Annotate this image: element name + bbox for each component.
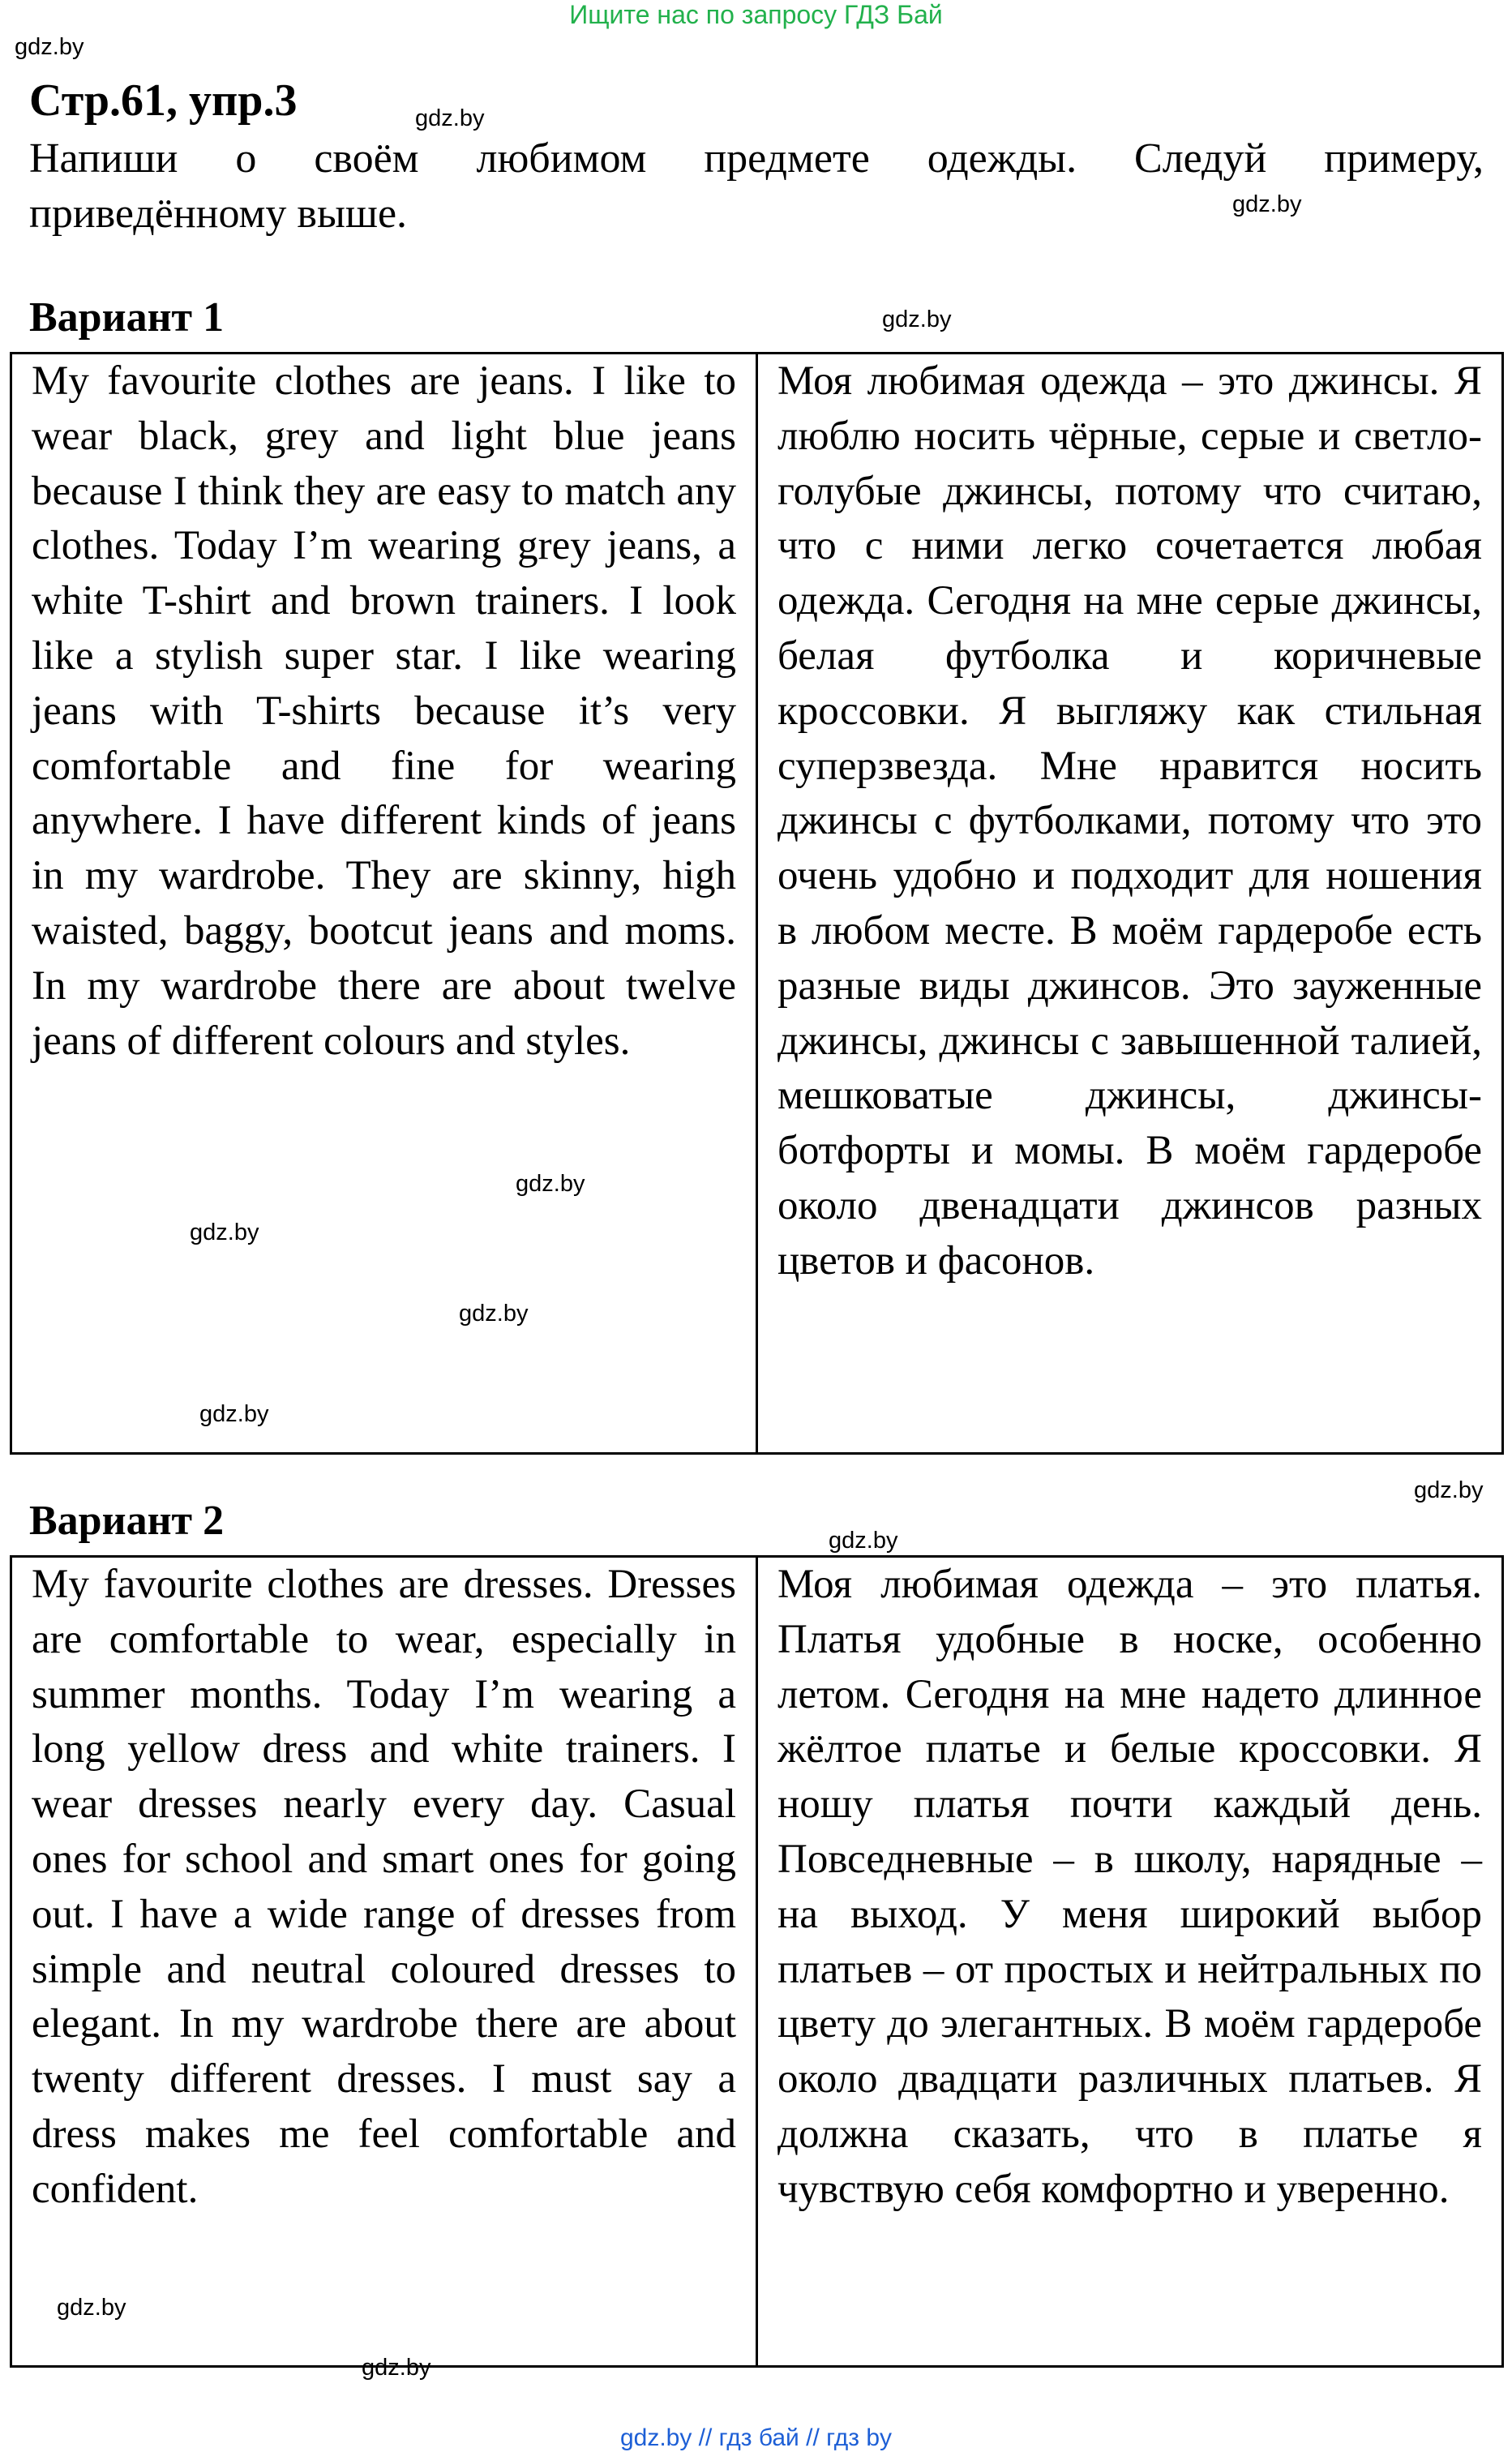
variant-1-heading: Вариант 1 [29,294,225,341]
watermark: gdz.by [1414,1477,1484,1503]
task-text: Напиши о своём любимом предмете одежды. Следуй примеру, [29,135,1484,182]
variant-2-heading: Вариант 2 [29,1498,225,1544]
watermark: gdz.by [15,34,84,60]
watermark: gdz.by [459,1301,529,1327]
watermark: gdz.by [1232,191,1302,217]
variant-2-english-text: My favourite clothes are dresses. Dresses are comfortable to wear, especially in summer months. Today I’m wearing a long yellow dress and white trainers. I wear dresses nearly every day. Casual ones for school and smart ones for going out. I have a wide range of dresses from simple and neutral coloured dresses to elegant. In my wardrobe there are about twenty different dresses. I must say a dress makes me feel comfortable and confident. [11,1557,757,2367]
variant-1-english-text: My favourite clothes are jeans. I like to wear black, grey and light blue jeans because I think they are easy to match any clothes. Today I’m wearing grey jeans, a white T-shirt and brown trainers. I look like a stylish super star. I like wearing jeans with T-shirts because it’s very comfortable and fine for wearing anywhere. I have different kinds of jeans in my wardrobe. They are skinny, high waisted, baggy, bootcut jeans and moms. In my wardrobe there are about twelve jeans of different colours and styles. [11,354,757,1454]
watermark: gdz.by [415,105,485,131]
variant-2-table [10,1555,1504,2368]
watermark: gdz.by [362,2355,431,2381]
variant-2-russian-text: Моя любимая одежда – это платья. Платья удобные в носке, особенно летом. Сегодня на мне надето длинное жёлтое платье и белые кроссовки. Я ношу платья почти каждый день. Повседневные – в школу, нарядные – на выход. У меня широкий выбор платьев – от простых и нейтральных по цвету до элегантных. В моём гардеробе около двадцати различных платьев. Я должна сказать, что в платье я чувствую себя комфортно и уверенно. [757,1557,1503,2367]
watermark: gdz.by [190,1220,259,1245]
variant-1-table [10,352,1504,1455]
bottom-banner[interactable]: gdz.by // гдз бай // гдз by [619,2424,893,2451]
variant-1-russian-text: Моя любимая одежда – это джинсы. Я люблю носить чёрные, серые и светло-голубые джинсы, потому что считаю, что с ними легко сочетается любая одежда. Сегодня на мне серые джинсы, белая футболка и коричневые кроссовки. Я выгляжу как стильная суперзвезда. Мне нравится носить джинсы с футболками, потому что это очень удобно и подходит для ношения в любом месте. В моём гардеробе есть разные виды джинсов. Это зауженные джинсы, джинсы с завышенной талией, мешковатые джинсы, джинсы-ботфорты и момы. В моём гардеробе около двенадцати джинсов разных цветов и фасонов. [757,354,1503,1454]
watermark: gdz.by [882,306,952,332]
watermark: gdz.by [57,2295,126,2321]
watermark: gdz.by [516,1171,585,1197]
task-text-continued: приведённому выше. [29,191,408,237]
page-title: Стр.61, упр.3 [29,75,298,126]
top-banner[interactable]: Ищите нас по запросу ГДЗ Бай [569,0,943,29]
watermark: gdz.by [199,1401,269,1427]
watermark: gdz.by [829,1528,898,1554]
